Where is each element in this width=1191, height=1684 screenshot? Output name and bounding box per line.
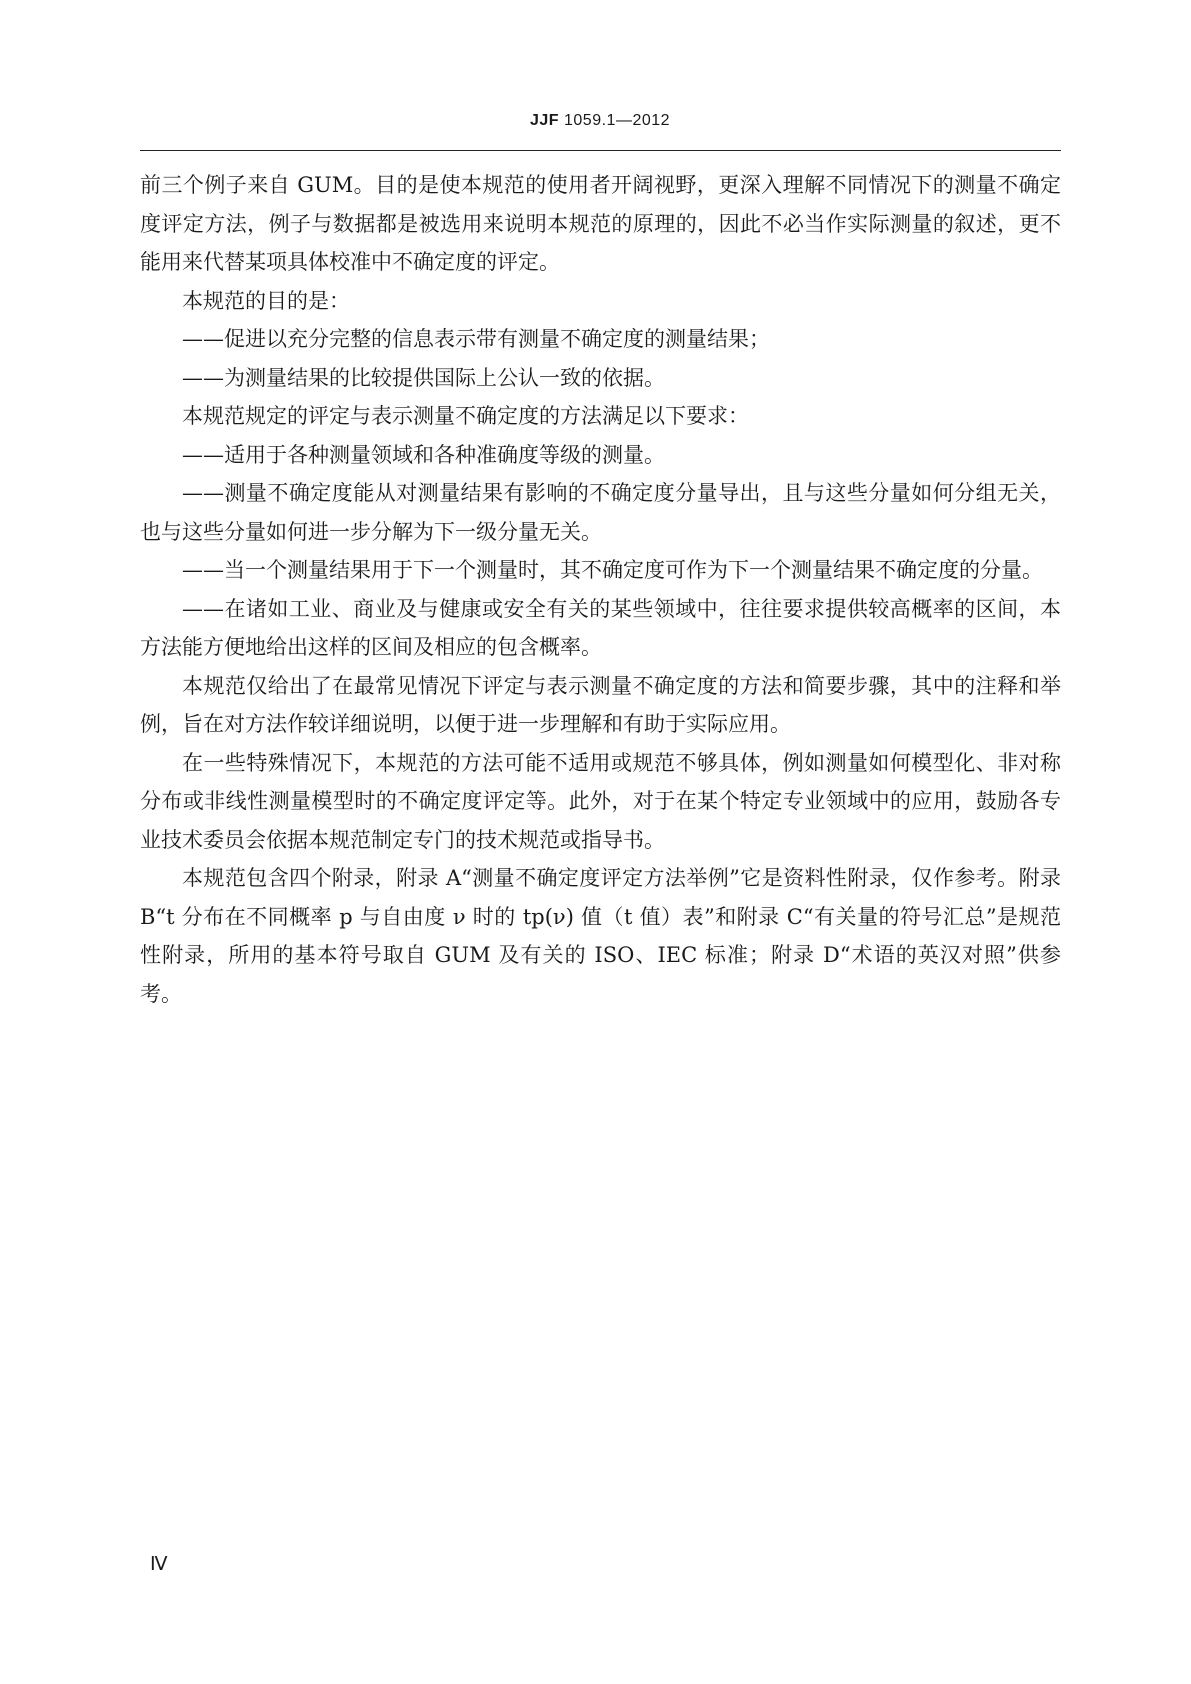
purpose-item: ——为测量结果的比较提供国际上公认一致的依据。 xyxy=(182,365,665,390)
header-rule xyxy=(140,150,1061,151)
scope-paragraph: 本规范仅给出了在最常见情况下评定与表示测量不确定度的方法和简要步骤，其中的注释和举例，旨在对方法作较详细说明，以便于进一步理解和有助于实际应用。 xyxy=(140,673,1061,736)
page-number: Ⅳ xyxy=(150,1554,168,1575)
requirement-item: ——适用于各种测量领域和各种准确度等级的测量。 xyxy=(182,442,665,467)
appendix-paragraph: 本规范包含四个附录，附录 A“测量不确定度评定方法举例”它是资料性附录，仅作参考。附录 B“t 分布在不同概率 p 与自由度 ν 时的 tp(ν) 值（t 值）表”和附录 C“有关量的符号汇总”是规范性附录，所用的基本符号取自 GUM 及有关的 ISO、IEC 标准；附录 D“术语的英汉对照”供参考。 xyxy=(140,866,1061,1006)
purpose-item: ——促进以充分完整的信息表示带有测量不确定度的测量结果； xyxy=(182,327,770,351)
requirements-heading: 本规范规定的评定与表示测量不确定度的方法满足以下要求： xyxy=(182,404,749,428)
intro-paragraph: 前三个例子来自 GUM。目的是使本规范的使用者开阔视野，更深入理解不同情况下的测量不确定度评定方法，例子与数据都是被选用来说明本规范的原理的，因此不必当作实际测量的叙述，更不能用来代替某项具体校准中不确定度的评定。 xyxy=(140,173,1061,274)
purpose-heading: 本规范的目的是： xyxy=(182,288,350,313)
standard-code: JJF xyxy=(529,112,560,129)
requirement-item: ——在诸如工业、商业及与健康或安全有关的某些领域中，往往要求提供较高概率的区间，本方法能方便地给出这样的区间及相应的包含概率。 xyxy=(140,596,1061,659)
page-header xyxy=(140,112,1060,130)
requirement-item: ——当一个测量结果用于下一个测量时，其不确定度可作为下一个测量结果不确定度的分量。 xyxy=(182,558,1043,582)
standard-number: 1059.1—2012 xyxy=(564,112,671,129)
special-cases-paragraph: 在一些特殊情况下，本规范的方法可能不适用或规范不够具体，例如测量如何模型化、非对称分布或非线性测量模型时的不确定度评定等。此外，对于在某个特定专业领域中的应用，鼓励各专业技术委员会依据本规范制定专门的技术规范或指导书。 xyxy=(140,750,1061,852)
page-body xyxy=(140,166,1061,1013)
requirement-item: ——测量不确定度能从对测量结果有影响的不确定度分量导出，且与这些分量如何分组无关，也与这些分量如何进一步分解为下一级分量无关。 xyxy=(140,481,1061,544)
